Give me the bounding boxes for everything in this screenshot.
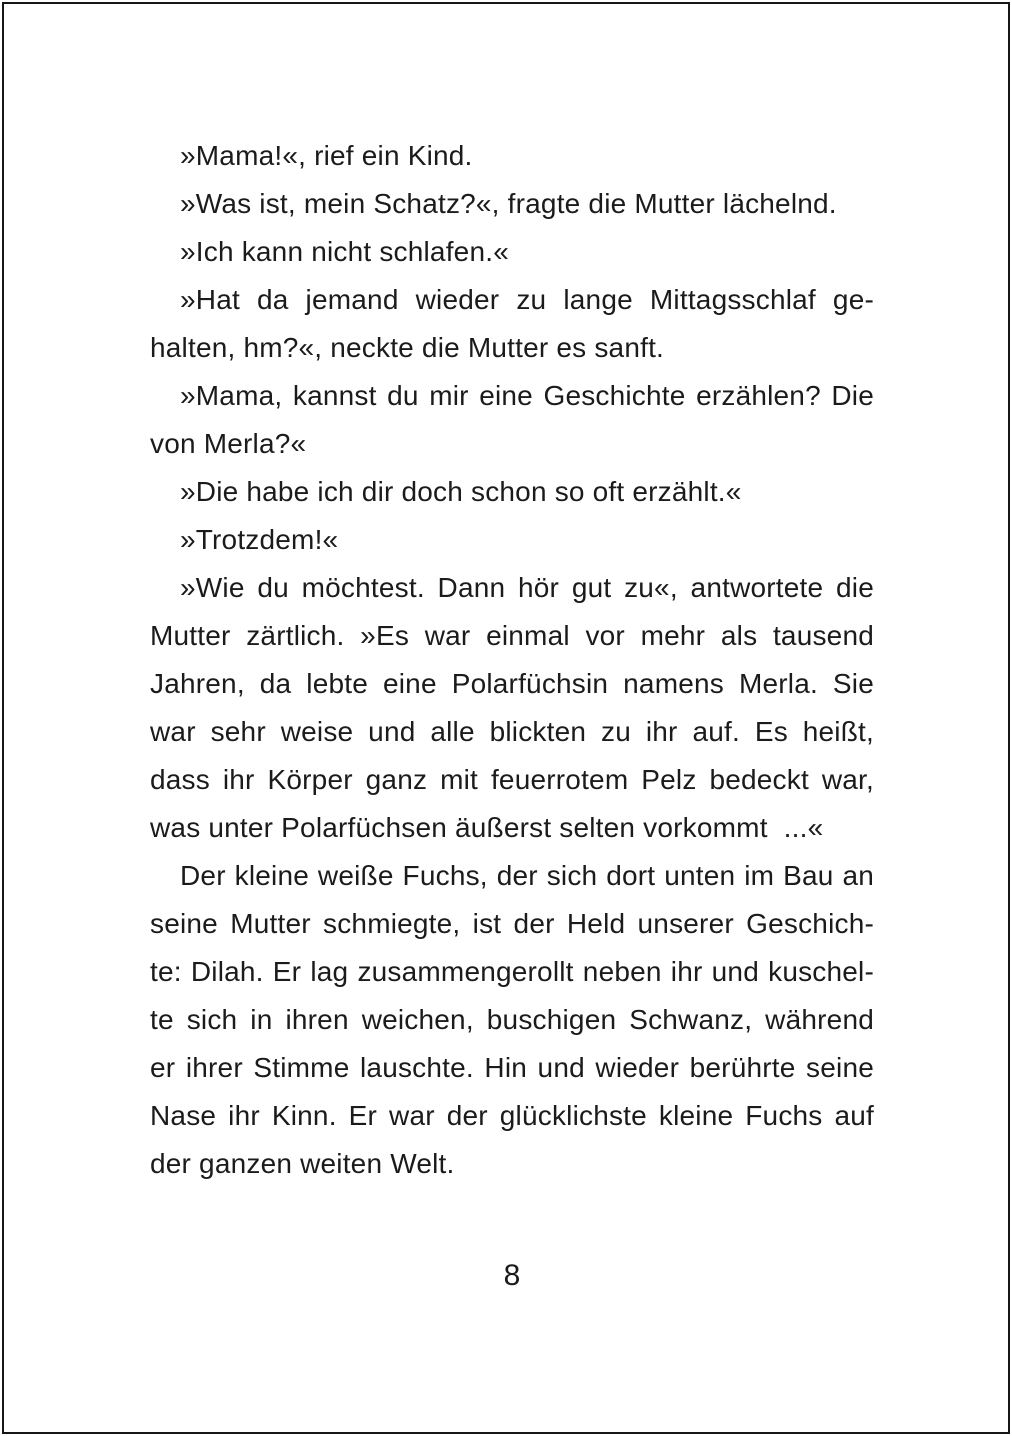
text-line: Jahren, da lebte eine Polarfüchsin namens Merla. Sie [150, 668, 874, 699]
text-line: »Hat da jemand wieder zu lange Mittagsschlaf ge- [180, 284, 874, 315]
text-line: von Merla?« [150, 428, 307, 459]
text-line: halten, hm?«, neckte die Mutter es sanft. [150, 332, 665, 363]
text-line: Nase ihr Kinn. Er war der glücklichste kleine Fuchs auf [150, 1100, 874, 1131]
text-block [150, 132, 874, 1300]
text-line: seine Mutter schmiegte, ist der Held unserer Geschich- [150, 908, 874, 939]
text-line: »Mama, kannst du mir eine Geschichte erzählen? Die [180, 380, 874, 411]
text-line: »Die habe ich dir doch schon so oft erzählt.« [180, 476, 742, 507]
text-line: »Wie du möchtest. Dann hör gut zu«, antwortete die [180, 572, 874, 603]
text-line: was unter Polarfüchsen äußerst selten vorkommt ...« [150, 812, 824, 843]
text-line: te sich in ihren weichen, buschigen Schwanz, während [150, 1004, 874, 1035]
text-line: Der kleine weiße Fuchs, der sich dort unten im Bau an [180, 860, 874, 891]
text-line: der ganzen weiten Welt. [150, 1148, 455, 1179]
page-number: 8 [503, 1259, 521, 1292]
text-line: dass ihr Körper ganz mit feuerrotem Pelz bedeckt war, [150, 764, 874, 795]
text-line: »Mama!«, rief ein Kind. [180, 140, 473, 171]
text-line: war sehr weise und alle blickten zu ihr auf. Es heißt, [150, 716, 874, 747]
text-line: te: Dilah. Er lag zusammengerollt neben ihr und kuschel- [150, 956, 874, 987]
text-line: »Ich kann nicht schlafen.« [180, 236, 509, 267]
text-line: »Trotzdem!« [180, 524, 339, 555]
text-line: er ihrer Stimme lauschte. Hin und wieder berührte seine [150, 1052, 874, 1083]
text-lines [150, 132, 874, 1188]
text-line: Mutter zärtlich. »Es war einmal vor mehr als tausend [150, 620, 874, 651]
text-line: »Was ist, mein Schatz?«, fragte die Mutter lächelnd. [180, 188, 837, 219]
